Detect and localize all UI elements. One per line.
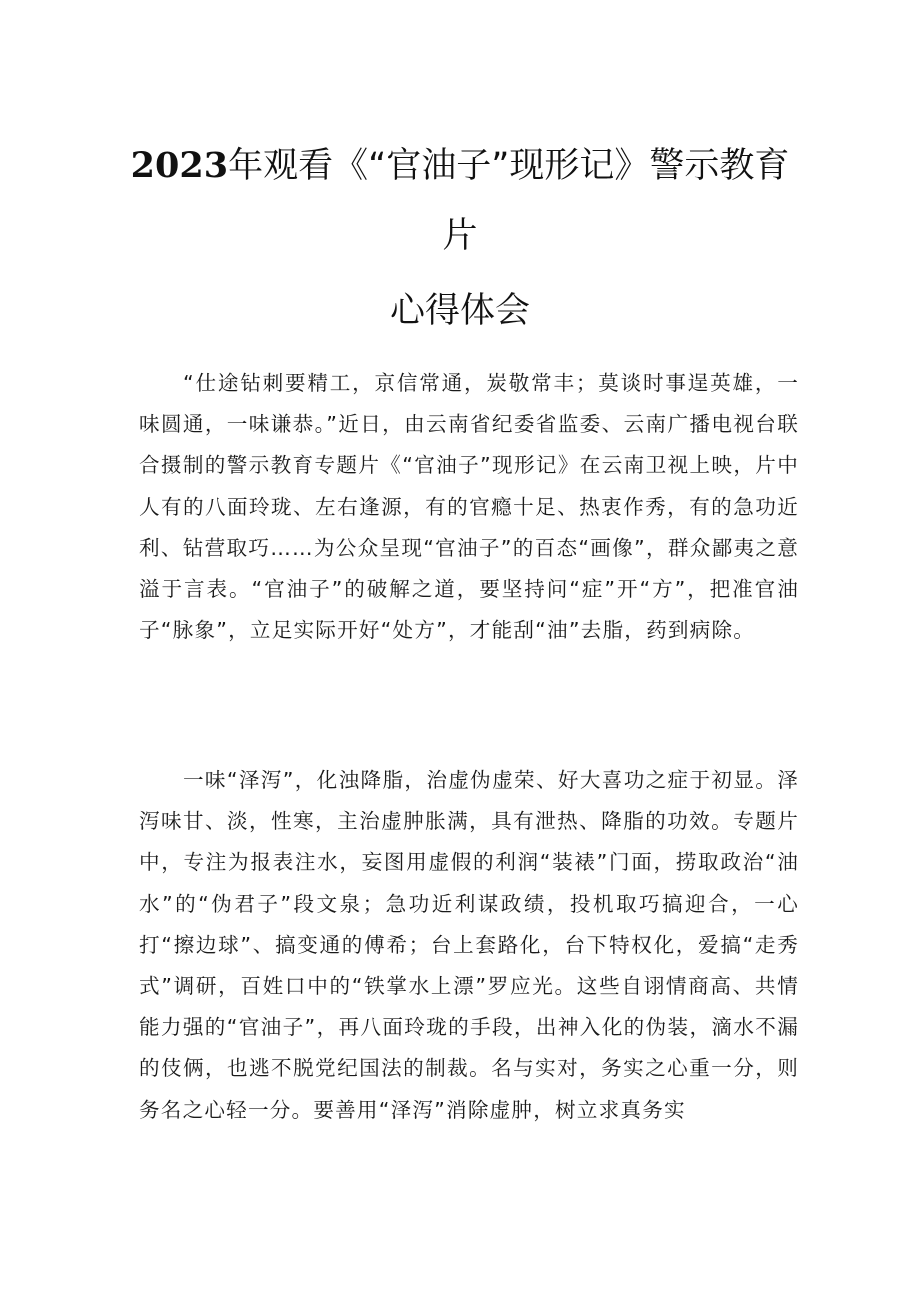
- title-year: 2023: [130, 145, 229, 186]
- document-subtitle: 心得体会: [389, 291, 530, 331]
- document-title-line-1: [0, 138, 920, 188]
- body-paragraph-1: “仕途钻刺要精工，京信常通，炭敬常丰；莫谈时事逞英雄，一味圆通，一味谦恭。”近日，由云南省纪委省监委、云南广播电视台联合摄制的警示教育专题片《“官油子”现形记》在云南卫视上映，片中人有的八面玲珑、左右逢源，有的官瘾十足、热衷作秀，有的急功近利、钻营取巧……为公众呈现“官油子”的百态“画像”，群众鄙夷之意溢于言表。“官油子”的破解之道，要坚持问“症”开“方”，把准官油子“脉象”，立足实际开好“处方”，才能刮“油”去脂，药到病除。: [139, 371, 799, 643]
- title-text: 年观看《“官油子”现形记》警示教育: [228, 146, 790, 186]
- body-paragraph-2: 一味“泽泻”，化浊降脂，治虚伪虚荣、好大喜功之症于初显。泽泻味甘、淡，性寒，主治虚肿胀满，具有泄热、降脂的功效。专题片中，专注为报表注水，妄图用虚假的利润“装裱”门面，捞取政治“油水”的“伪君子”段文泉；急功近利谋政绩，投机取巧搞迎合，一心打“擦边球”、搞变通的傅希；台上套路化，台下特权化，爱搞“走秀式”调研，百姓口中的“铁掌水上漂”罗应光。这些自诩情商高、共情能力强的“官油子”，再八面玲珑的手段，出神入化的伪装，滴水不漏的伎俩，也逃不脱党纪国法的制裁。名与实对，务实之心重一分，则务名之心轻一分。要善用“泽泻”消除虚肿，树立求真务实: [139, 768, 799, 1122]
- document-title-line-2: 片: [442, 216, 478, 256]
